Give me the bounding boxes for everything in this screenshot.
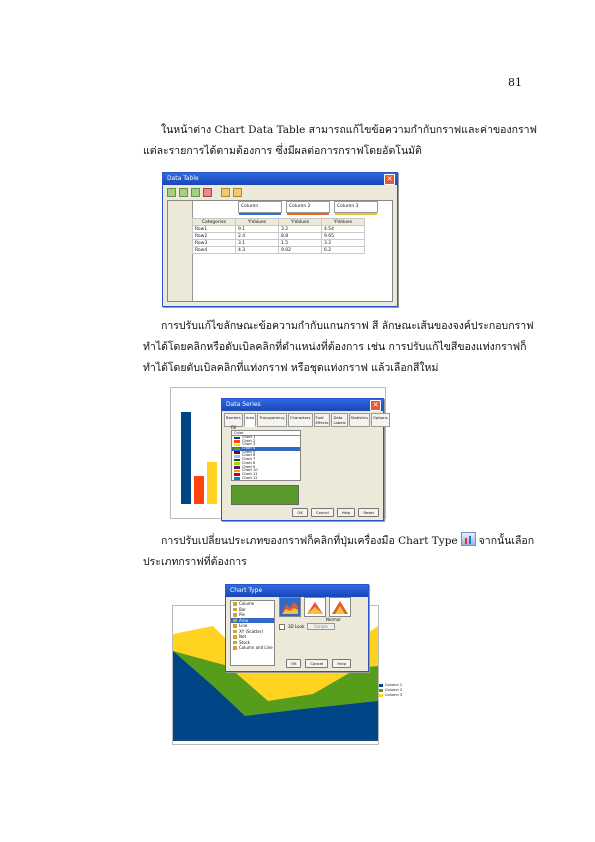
- legend-label: Column 1: [385, 683, 403, 687]
- color-name: Chart 5: [242, 449, 256, 454]
- legend-label: Column 2: [385, 688, 403, 692]
- category-cell[interactable]: Row3: [193, 240, 236, 247]
- legend-swatch: [379, 694, 383, 697]
- tab-font-effects[interactable]: Font Effects: [315, 415, 329, 425]
- paragraph-text: การปรับแก้ไขลักษณะข้อความกำกับแกนกราฟ สี ลักษณะเส้นของจงค์ประกอบกราฟ ทำได้โดยคลิกหรือดับเบิลคลิกที่ตำแหน่งที่ต้องการ เช่น การปรับแก้ไขสีของแท่งกราฟก็ทำได้โดยดับเบิลคลิกที่แท่งกราฟ หรือชุดแท่งกราฟ แล้วเลือกสีใหม่: [143, 320, 534, 374]
- chart-type-icon: [233, 641, 237, 645]
- color-swatch: [234, 444, 240, 447]
- category-cell[interactable]: Row2: [193, 233, 236, 240]
- color-name: Chart 4: [242, 446, 256, 451]
- color-swatch: [234, 451, 240, 454]
- variant-percent[interactable]: [329, 597, 351, 617]
- legend-swatch: [379, 684, 383, 687]
- chart-type-icon: [233, 613, 237, 617]
- color-swatch: [234, 455, 240, 458]
- series-header[interactable]: Column: [238, 201, 282, 213]
- row-header-column: [168, 201, 193, 301]
- tab-characters[interactable]: Characters: [288, 413, 313, 427]
- data-table-window: [162, 172, 398, 307]
- variant-label: Normal: [326, 617, 341, 622]
- fill-label: Fill: [231, 425, 237, 430]
- color-name: Chart 1: [242, 435, 256, 439]
- category-cell[interactable]: Row1: [193, 226, 236, 233]
- window-title-bar: [226, 585, 368, 597]
- chart-type-label: Column and Line: [239, 645, 273, 650]
- chart-type-icon: [233, 619, 237, 623]
- cancel-button[interactable]: Cancel: [311, 508, 334, 517]
- series-header[interactable]: Column 2: [286, 201, 330, 213]
- chart-type-label: Line: [239, 623, 248, 628]
- color-name: Chart 11: [242, 471, 258, 476]
- series-headers: [238, 201, 378, 215]
- move-row-down-icon[interactable]: [233, 188, 242, 197]
- tab-area[interactable]: Area: [244, 413, 257, 427]
- color-name: Chart 8: [242, 460, 256, 465]
- color-swatch: [234, 437, 240, 440]
- tab-options[interactable]: Options: [371, 413, 390, 427]
- value-cell[interactable]: 1.5: [279, 240, 322, 247]
- color-swatch: [234, 459, 240, 462]
- chart-type-label: Stock: [239, 639, 251, 645]
- area-variant-icon: [282, 600, 298, 614]
- insert-row-icon[interactable]: [167, 188, 176, 197]
- window-title: Data Table: [167, 175, 199, 182]
- value-cell[interactable]: 3.2: [279, 226, 322, 233]
- close-icon[interactable]: ✕: [370, 400, 381, 411]
- fill-type-select[interactable]: Color: [231, 430, 301, 436]
- column-header: Y-Values: [236, 219, 279, 226]
- color-swatch: [234, 462, 240, 465]
- chart-type-window: [225, 584, 369, 672]
- delete-row-icon[interactable]: [203, 188, 212, 197]
- chart-type-icon: [461, 532, 476, 546]
- tab-transparency[interactable]: Transparency: [257, 413, 286, 427]
- option-3d-select[interactable]: Simple: [307, 623, 335, 630]
- variant-stacked[interactable]: [304, 597, 326, 617]
- window-title: Chart Type: [230, 587, 263, 594]
- color-swatch: [234, 477, 240, 480]
- insert-series-icon[interactable]: [179, 188, 188, 197]
- area-variant-icon: [332, 600, 348, 614]
- value-cell[interactable]: 6.2: [322, 247, 365, 254]
- chart-type-icon: [233, 608, 237, 612]
- value-cell[interactable]: 9.02: [279, 247, 322, 254]
- table-row[interactable]: [193, 233, 365, 240]
- category-cell[interactable]: Row4: [193, 247, 236, 254]
- window-title-bar: [163, 173, 397, 185]
- value-cell[interactable]: 8.8: [279, 233, 322, 240]
- chart-type-icon: [233, 624, 237, 628]
- data-grid[interactable]: [167, 200, 393, 302]
- chart-type-icon: [233, 630, 237, 634]
- chart-variants: [279, 597, 351, 617]
- option-3d-row: [279, 623, 335, 630]
- ok-button[interactable]: OK: [286, 659, 301, 668]
- fill-preview: [231, 485, 299, 505]
- page-number: 81: [508, 76, 522, 89]
- close-icon[interactable]: ✕: [384, 174, 395, 185]
- help-button[interactable]: Help: [332, 659, 351, 668]
- legend-label: Column 3: [385, 693, 403, 697]
- chart-type-label: Area: [239, 617, 249, 623]
- legend-swatch: [379, 689, 383, 692]
- dialog-buttons: [286, 659, 351, 668]
- value-cell[interactable]: 3.1: [236, 240, 279, 247]
- paragraph-text: การปรับเปลี่ยนประเภทของกราฟก็คลิกที่ปุ่มเครื่องมือ Chart Type: [161, 535, 458, 547]
- color-name: Chart 3: [242, 442, 256, 447]
- series-header[interactable]: Column 3: [334, 201, 378, 213]
- color-name: Chart 7: [242, 457, 256, 462]
- value-cell[interactable]: 4.54: [322, 226, 365, 233]
- paragraph-text: จากนั้นเลือกประเภทกราฟที่ต้องการ: [143, 535, 535, 568]
- value-cell[interactable]: 2.4: [236, 233, 279, 240]
- chart-type-label: Pie: [239, 612, 245, 617]
- window-title-bar: [222, 399, 383, 411]
- paragraph-data-table: [143, 120, 543, 162]
- paragraph-chart-type: [143, 531, 548, 573]
- paragraph-edit-format: [143, 316, 543, 379]
- area-variant-icon: [307, 600, 323, 614]
- chart-legend: [379, 683, 402, 698]
- chart-bar[interactable]: [181, 412, 191, 504]
- chart-type-label: XY (Scatter): [239, 628, 264, 634]
- column-header: Y-Values: [279, 219, 322, 226]
- series-color-bar: [239, 213, 281, 215]
- series-color-bar: [335, 213, 377, 215]
- data-series-window: [221, 398, 388, 521]
- series-color-bar: [287, 213, 329, 215]
- chart-type-label: Column: [239, 601, 255, 606]
- tab-statistics[interactable]: Statistics: [349, 413, 370, 427]
- column-header: Y-Values: [322, 219, 365, 226]
- chart-type-item[interactable]: [231, 645, 274, 651]
- chart-type-icon: [233, 635, 237, 639]
- value-cell[interactable]: 9.1: [236, 226, 279, 233]
- table-row[interactable]: [193, 226, 365, 233]
- color-name: Chart 10: [242, 468, 258, 473]
- insert-text-column-icon[interactable]: [191, 188, 200, 197]
- tab-borders[interactable]: Borders: [224, 413, 243, 427]
- help-button[interactable]: Help: [337, 508, 356, 517]
- chart-type-label: Net: [239, 634, 247, 639]
- dialog-tabs: [222, 411, 388, 427]
- chart-type-icon: [233, 646, 237, 650]
- color-swatch: [234, 466, 240, 469]
- variant-normal[interactable]: [279, 597, 301, 617]
- window-title: Data Series: [226, 401, 261, 408]
- chart-type-list[interactable]: [230, 600, 275, 666]
- legend-item: [379, 693, 402, 698]
- chart-type-label: Bar: [239, 606, 246, 612]
- color-swatch: [234, 440, 240, 443]
- color-list[interactable]: [231, 435, 301, 481]
- color-name: Chart 12: [242, 475, 258, 480]
- chart-type-icon: [233, 602, 237, 606]
- value-cell[interactable]: 9.65: [322, 233, 365, 240]
- table-row[interactable]: [193, 247, 365, 254]
- table-row[interactable]: [193, 240, 365, 247]
- ok-button[interactable]: OK: [292, 508, 307, 517]
- color-swatch: [234, 473, 240, 476]
- color-name: Chart 2: [242, 438, 256, 443]
- cancel-button[interactable]: Cancel: [305, 659, 328, 668]
- column-header: Categories: [193, 219, 236, 226]
- option-3d-label: 3D Look: [288, 624, 305, 629]
- reset-button[interactable]: Reset: [358, 508, 379, 517]
- move-series-right-icon[interactable]: [221, 188, 230, 197]
- chart-bar[interactable]: [194, 476, 204, 504]
- color-name: Chart 6: [242, 453, 256, 458]
- value-cell[interactable]: 4.3: [236, 247, 279, 254]
- color-swatch: [234, 470, 240, 473]
- color-swatch: [234, 448, 240, 451]
- chart-bar[interactable]: [207, 462, 217, 504]
- dialog-buttons: [292, 508, 379, 517]
- tab-data-labels[interactable]: Data Labels: [333, 415, 346, 425]
- color-list-item[interactable]: [232, 477, 300, 481]
- value-cell[interactable]: 3.2: [322, 240, 365, 247]
- paragraph-text: ในหน้าต่าง Chart Data Table สามารถแก้ไขข้อความกำกับกราฟและค่าของกราฟแต่ละรายการได้ตามต้องการ ซึ่งมีผลต่อการกราฟโดยอัตโนมัติ: [143, 124, 537, 157]
- option-3d-checkbox[interactable]: [279, 624, 285, 630]
- data-table: [192, 218, 365, 254]
- color-name: Chart 9: [242, 464, 256, 469]
